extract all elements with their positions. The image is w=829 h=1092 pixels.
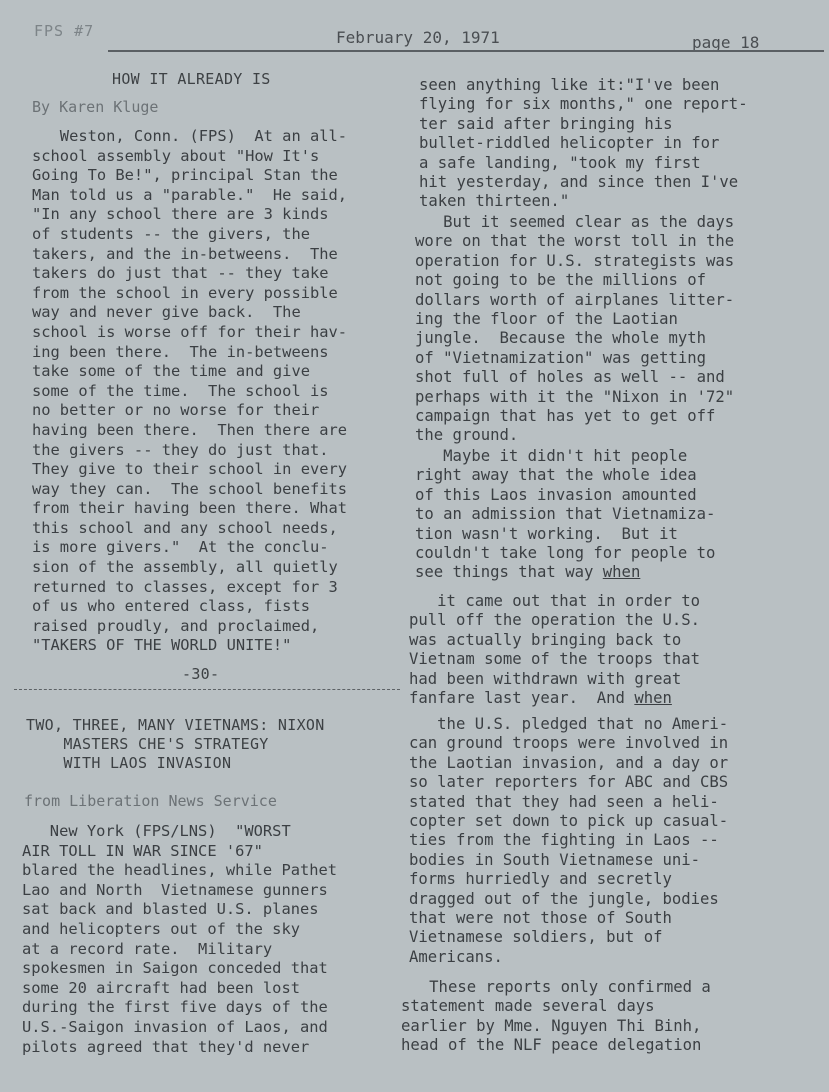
article2-title: TWO, THREE, MANY VIETNAMS: NIXON MASTERS CHE'S STRATEGY WITH LAOS INVASION [26,716,325,772]
when-underlined-2: when [634,689,672,708]
article1-title: HOW IT ALREADY IS [112,70,271,88]
header-issue: FPS #7 [34,22,95,40]
article1-body: Weston, Conn. (FPS) At an all- school assembly about "How It's Going To Be!", principal Stan the Man told us a "parable." He said, "In any school there are 3 kinds of students -- the givers, the takers, and the in-betweens. The takers do just that -- they take from the school in every possible way and never give back. The school is worse off for their hav- ing been there. The in-betweens take some of the time and give some of the time. The school is no better or no worse for their having been there. Then there are the givers -- they do just that. They give to their school in every way they can. The school benefits from their having been there. What this school and any school needs, is more givers." At the conclu- sion of the assembly, all quietly returned to classes, except for 3 of us who entered class, fists raised proudly, and proclaimed, "TAKERS OF THE WORLD UNITE!" [32,127,348,655]
section-divider [14,689,400,690]
article1-continued-para-3 [415,447,715,583]
article1-continued-para-1: seen anything like it:"I've been flying for six months," one report- ter said after bringing his bullet-riddled helicopter in for a safe landing, "took my first hit yesterday, and since then I've taken thirteen." [419,76,748,211]
header-rule [108,50,824,52]
para3-text: Maybe it didn't hit people right away that the whole idea of this Laos invasion amounted to an admission that Vietnamiza- tion wasn't working. But it couldn't take long for people to see things that way [415,447,716,582]
header-date: February 20, 1971 [336,28,500,47]
article1-byline: By Karen Kluge [32,98,159,116]
article1-continued-para-6: These reports only confirmed a statement made several days earlier by Mme. Nguyen Thi Binh, head of the NLF peace delegation [401,978,711,1055]
when-underlined-1: when [602,563,641,582]
article1-end-mark: -30- [182,665,220,683]
article1-continued-para-4 [409,592,700,708]
article1-continued-para-5: the U.S. pledged that no Ameri- can ground troops were involved in the Laotian invasion, and a day or so later reporters for ABC and CBS stated that they had seen a heli- copter set down to pick up casual- ties from the fighting in Laos -- bodies in South Vietnamese uni- forms hurriedly and secretly dragged out of the jungle, bodies that were not those of South Vietnamese soldiers, but of Americans. [409,715,729,966]
header-page-number: page 18 [692,33,760,52]
para4-text: it came out that in order to pull off the operation the U.S. was actually bringing back to Vietnam some of the troops that had been withdrawn with great fanfare last year. And [409,592,701,708]
article2-source: from Liberation News Service [24,792,277,810]
article2-body: New York (FPS/LNS) "WORST AIR TOLL IN WAR SINCE '67" blared the headlines, while Pathet Lao and North Vietnamese gunners sat back and blasted U.S. planes and helicopters out of the sky at a record rate. Military spokesmen in Saigon conceded that some 20 aircraft had been lost during the first five days of the U.S.-Saigon invasion of Laos, and pilots agreed that they'd never [22,822,338,1056]
article1-continued-para-2: But it seemed clear as the days wore on that the worst toll in the operation for U.S. strategists was not going to be the millions of dollars worth of airplanes litter- ing the floor of the Laotian jungle. Because the whole myth of "Vietnamization" was getting shot full of holes as well -- and perhaps with it the "Nixon in '72" campaign that has yet to get off the ground. [415,213,735,445]
